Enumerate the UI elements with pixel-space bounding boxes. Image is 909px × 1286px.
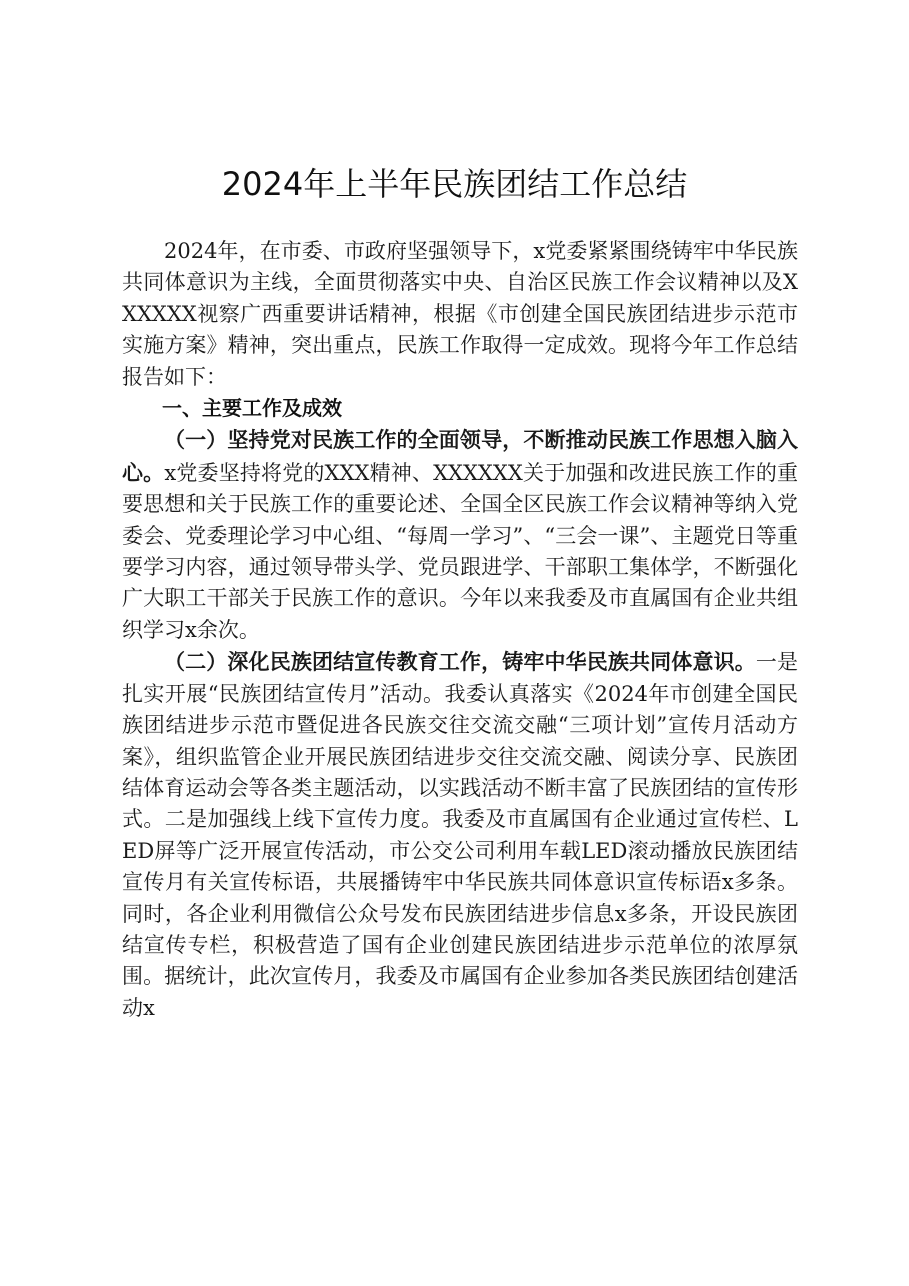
document-title: 2024年上半年民族团结工作总结 <box>221 165 688 203</box>
item-1-text: x党委坚持将党的XXX精神、XXXXXX关于加强和改进民族工作的重要思想和关于民族工作的重要论述、全国全区民族工作会议精神等纳入党委会、党委理论学习中心组、“每周一学习”、“三会一课”、主题党日等重要学习内容，通过领导带头学、党员跟进学、干部职工集体学，不断强化广大职工干部关于民族工作的意识。今年以来我委及市直属国有企业共组织学习x余次。 <box>122 460 798 642</box>
section-heading-main-work: 一、主要工作及成效 <box>162 396 342 421</box>
item-2-lead: （二）深化民族团结宣传教育工作，铸牢中华民族共同体意识。 <box>164 649 756 675</box>
item-2-text: 一是扎实开展“民族团结宣传月”活动。我委认真落实《2024年市创建全国民族团结进步示范市暨促进各民族交往交流交融“三项计划”宣传月活动方案》，组织监管企业开展民族团结进步交往交流交融、阅读分享、民族团结体育运动会等各类主题活动，以实践活动不断丰富了民族团结的宣传形式。二是加强线上线下宣传力度。我委及市直属国有企业通过宣传栏、LED屏等广泛开展宣传活动，市公交公司利用车载LED滚动播放民族团结宣传月有关宣传标语，共展播铸牢中华民族共同体意识宣传标语x多条。同时，各企业利用微信公众号发布民族团结进步信息x多条，开设民族团结宣传专栏，积极营造了国有企业创建民族团结进步示范单位的浓厚氛围。据统计，此次宣传月，我委及市属国有企业参加各类民族团结创建活动x <box>122 650 798 1020</box>
item-1-paragraph <box>122 424 798 646</box>
intro-paragraph: 2024年，在市委、市政府坚强领导下，x党委紧紧围绕铸牢中华民族共同体意识为主线，全面贯彻落实中央、自治区民族工作会议精神以及XXXXXX视察广西重要讲话精神，根据《市创建全国民族团结进步示范市实施方案》精神，突出重点，民族工作取得一定成效。现将今年工作总结报告如下： <box>122 239 798 389</box>
item-1-lead: （一）坚持党对民族工作的全面领导，不断推动民族工作思想入脑入心。 <box>122 427 798 485</box>
document-body <box>122 236 798 1024</box>
item-2-paragraph <box>122 646 798 1024</box>
